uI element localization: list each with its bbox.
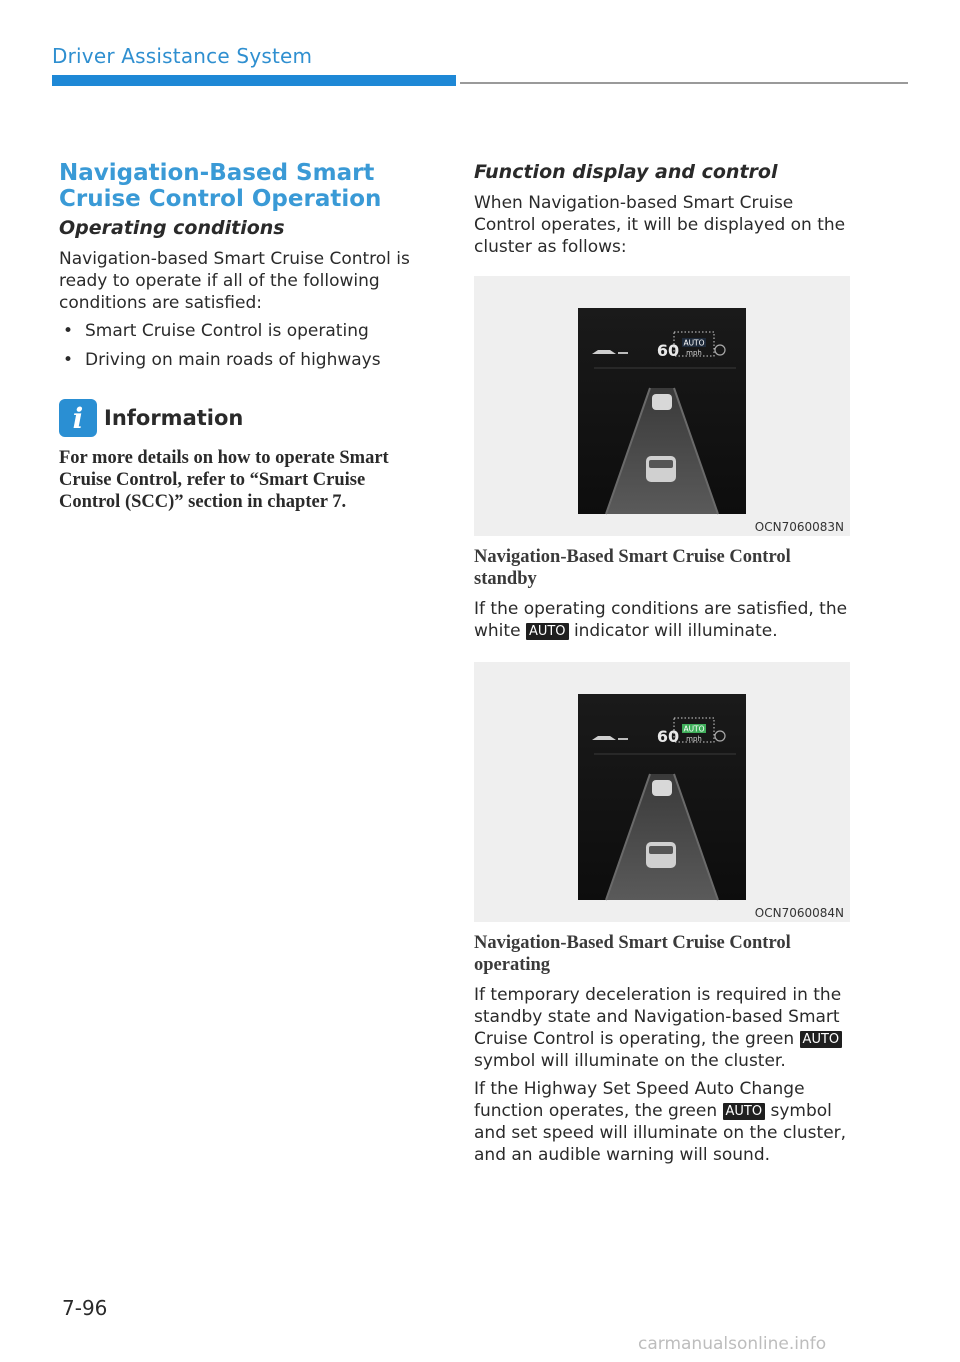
operating-text-before: If temporary deceleration is required in the standby state and Navigation-based Smart Cruise Control is operating, the green (474, 985, 842, 1049)
figure-auto-label: AUTO (683, 338, 705, 348)
auto-symbol: AUTO (723, 1103, 766, 1120)
auto-symbol: AUTO (526, 623, 569, 640)
section-title: Navigation-Based Smart Cruise Control Operation (59, 160, 382, 212)
operating-conditions-intro: Navigation-based Smart Cruise Control is ready to operate if all of the following conditions are satisfied: (59, 249, 410, 313)
header-rule (460, 82, 908, 84)
right-column (474, 160, 850, 1172)
function-intro: When Navigation-based Smart Cruise Control operates, it will be displayed on the cluster as follows: (474, 193, 846, 257)
caption-standby: Navigation-Based Smart Cruise Control standby (474, 547, 791, 589)
highway-text (474, 1078, 850, 1166)
bullet-icon: • (63, 321, 74, 341)
standby-text-after: indicator will illuminate. (573, 621, 778, 641)
figure-unit: mph (686, 349, 702, 357)
information-text: For more details on how to operate Smart Cruise Control, refer to “Smart Cruise Control (SCC)” section in chapter 7. (59, 448, 389, 512)
figure-auto-label: AUTO (683, 724, 705, 734)
header-bar (52, 75, 456, 86)
operating-conditions-title: Operating conditions (59, 217, 285, 239)
information-title: Information (104, 406, 244, 430)
header-title: Driver Assistance System (52, 44, 313, 68)
site-watermark: carmanualsonline.info (638, 1334, 827, 1354)
conditions-list (59, 320, 431, 371)
bullet-icon: • (63, 350, 74, 370)
cluster-display-illustration (474, 662, 850, 922)
figure-speed: 60 (656, 341, 680, 360)
info-icon: i (59, 399, 97, 437)
operating-text-after: symbol will illuminate on the cluster. (474, 1051, 786, 1071)
figure-code: OCN7060084N (754, 906, 844, 920)
highway-text-after: symbol and set speed will illuminate on the cluster, and an audible warning will sound. (474, 1101, 847, 1165)
list-item (59, 320, 431, 342)
list-item (59, 349, 431, 371)
list-item-text: Driving on main roads of highways (85, 350, 381, 370)
cluster-figure-operating (474, 662, 850, 922)
auto-symbol: AUTO (800, 1031, 843, 1048)
information-header (59, 399, 431, 437)
standby-text-before: If the operating conditions are satisfied, the white (474, 599, 848, 641)
function-title: Function display and control (474, 161, 778, 183)
figure-speed: 60 (656, 727, 680, 746)
figure-code: OCN7060083N (754, 520, 844, 534)
standby-text (474, 598, 850, 642)
page-number: 7-96 (62, 1296, 108, 1320)
left-column (59, 160, 431, 513)
list-item-text: Smart Cruise Control is operating (85, 321, 369, 341)
highway-text-before: If the Highway Set Speed Auto Change function operates, the green (474, 1079, 805, 1121)
cluster-figure-standby (474, 276, 850, 536)
figure-unit: mph (686, 735, 702, 743)
operating-text (474, 984, 850, 1072)
cluster-display-illustration (474, 276, 850, 536)
caption-operating: Navigation-Based Smart Cruise Control operating (474, 933, 791, 975)
